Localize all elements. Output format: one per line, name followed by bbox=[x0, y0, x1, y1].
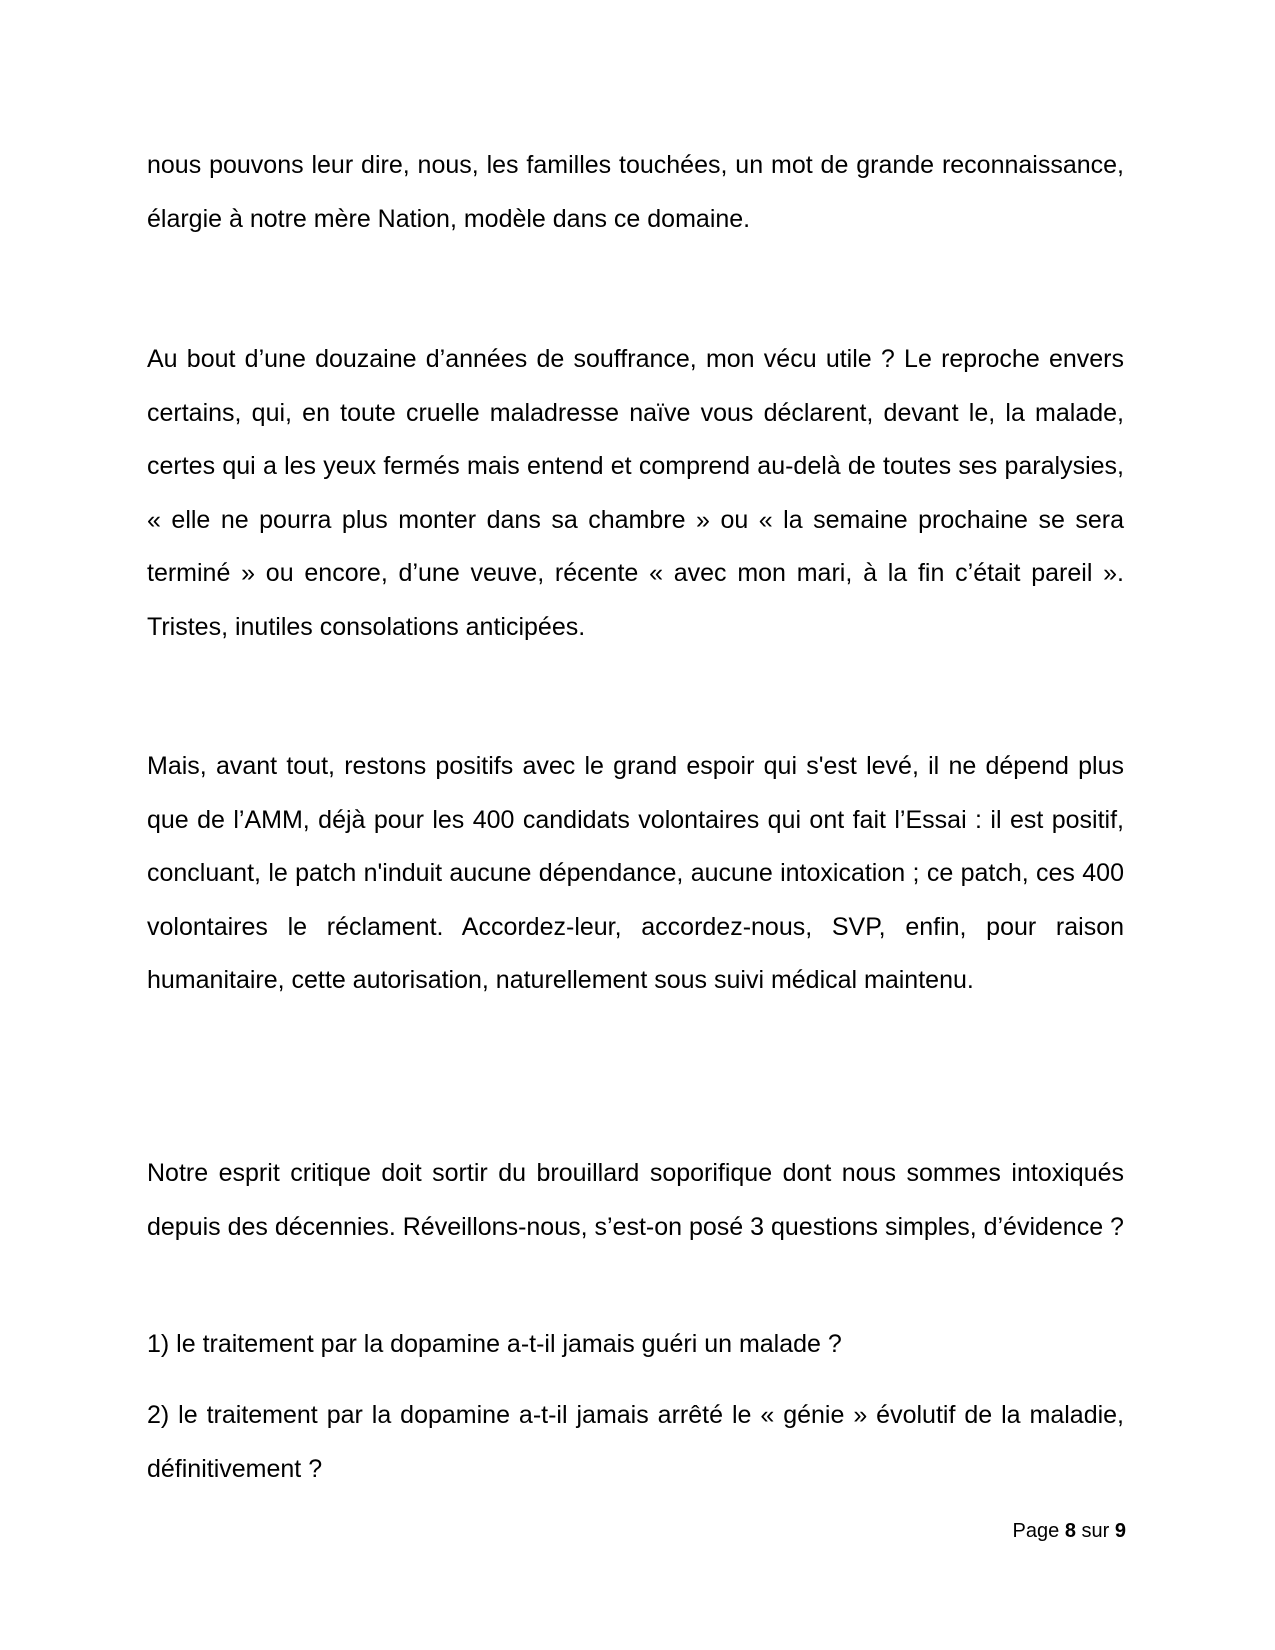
footer-total-pages: 9 bbox=[1114, 1520, 1126, 1542]
paragraph-esprit-critique: Notre esprit critique doit sortir du brouillard soporifique dont nous sommes intoxiqués depuis des décennies. Réveillons-nous, s’est-on posé 3 questions simples, d’évidence ? bbox=[147, 1159, 1124, 1241]
page-footer bbox=[1013, 1518, 1126, 1544]
question-1: 1) le traitement par la dopamine a-t-il jamais guéri un malade ? bbox=[147, 1330, 842, 1358]
question-2: 2) le traitement par la dopamine a-t-il jamais arrêté le « génie » évolutif de la maladie, définitivement ? bbox=[147, 1401, 1124, 1483]
paragraph-reconnaissance: nous pouvons leur dire, nous, les familles touchées, un mot de grande reconnaissance, élargie à notre mère Nation, modèle dans ce domaine. bbox=[147, 151, 1124, 233]
footer-page-word: Page bbox=[1012, 1520, 1060, 1542]
paragraph-souffrance: Au bout d’une douzaine d’années de souffrance, mon vécu utile ? Le reproche envers certains, qui, en toute cruelle maladresse naïve vous déclarent, devant le, la malade, certes qui a les yeux fermés mais entend et comprend au-delà de toutes ses paralysies, « elle ne pourra plus monter dans sa chambre » ou « la semaine prochaine se sera terminé » ou encore, d’une veuve, récente « avec mon mari, à la fin c’était pareil ». Tristes, inutiles consolations anticipées. bbox=[147, 345, 1124, 641]
paragraph-espoir: Mais, avant tout, restons positifs avec le grand espoir qui s'est levé, il ne dépend plus que de l’AMM, déjà pour les 400 candidats volontaires qui ont fait l’Essai : il est positif, concluant, le patch n'induit aucune dépendance, aucune intoxication ; ce patch, ces 400 volontaires le réclament. Accordez-leur, accordez-nous, SVP, enfin, pour raison humanitaire, cette autorisation, naturellement sous suivi médical maintenu. bbox=[147, 752, 1124, 994]
footer-of-word: sur bbox=[1081, 1520, 1110, 1542]
footer-current-page: 8 bbox=[1064, 1520, 1076, 1542]
